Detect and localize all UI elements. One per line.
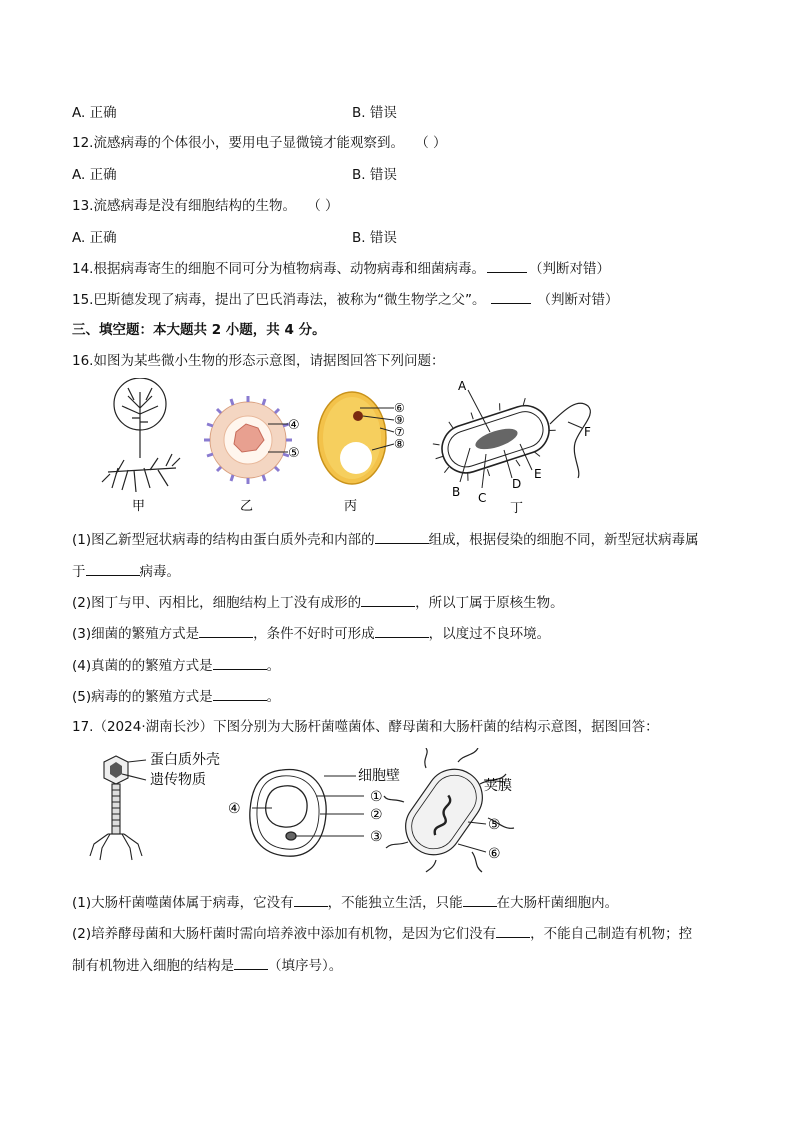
label-C: C: [478, 491, 487, 505]
q16-p2-blank[interactable]: [361, 592, 415, 607]
label-A: A: [458, 379, 467, 393]
label-E: E: [534, 467, 542, 481]
q12-option-b: B. 错误: [352, 167, 397, 183]
coronavirus-illustration: [204, 396, 292, 484]
label-c1: ①: [370, 789, 383, 805]
q16-p1-line1: [72, 529, 699, 550]
q16-p4: [72, 655, 280, 676]
q13-paren: （ ）: [313, 198, 339, 214]
label-yi: 乙: [240, 499, 254, 514]
label-protein-shell: 蛋白质外壳: [150, 752, 220, 768]
yeast-illustration: [318, 392, 394, 484]
label-ding: 丁: [510, 501, 524, 516]
q17-p1-blank1[interactable]: [294, 892, 328, 907]
q17-p1-text-a: (1)大肠杆菌噬菌体属于病毒，它没有: [72, 895, 294, 911]
bacterium-illustration: [425, 389, 590, 490]
q16-p1-text-d: 病毒。: [139, 564, 180, 580]
q14-text: 14.根据病毒寄生的细胞不同可分为植物病毒、动物病毒和细菌病毒。: [72, 261, 485, 277]
label-c6: ⑥: [488, 846, 501, 862]
q15-stem: [72, 289, 618, 310]
label-4: ④: [288, 418, 300, 433]
q16-p3-blank2[interactable]: [375, 623, 429, 638]
q17-p1-text-b: ，不能独立生活，只能: [327, 895, 463, 911]
q16-p4-text-b: 。: [266, 658, 281, 674]
label-jia: 甲: [132, 499, 146, 514]
label-capsule: 荚膜: [484, 778, 512, 794]
q16-p1-blank2[interactable]: [86, 561, 140, 576]
label-6: ⑥: [394, 401, 405, 415]
q16-p2-text-b: ，所以丁属于原核生物。: [415, 595, 564, 611]
label-B: B: [452, 485, 461, 499]
q16-p2: [72, 592, 564, 613]
label-c5: ⑤: [488, 817, 501, 833]
q16-p5-text-b: 。: [266, 689, 281, 705]
q16-p2-text-a: (2)图丁与甲、丙相比，细胞结构上丁没有成形的: [72, 595, 362, 611]
label-genetic-material: 遗传物质: [150, 772, 206, 788]
label-c3: ③: [370, 829, 383, 845]
q16-p1-text-b: 组成，根据侵染的细胞不同，新型冠状病毒属: [428, 532, 699, 548]
section3-title: [72, 320, 326, 340]
section3-title-c: 分。: [293, 322, 326, 338]
q13-stem: [72, 196, 339, 216]
q16-p3-text-b: ，条件不好时可形成: [253, 626, 375, 642]
q17-p2-text-a: (2)培养酵母菌和大肠杆菌时需向培养液中添加有机物，是因为它们没有: [72, 926, 497, 942]
q17-p2-line2: [72, 955, 342, 976]
q13-option-a: A. 正确: [72, 230, 117, 246]
q17-p2-text-d: （填序号）。: [268, 958, 343, 974]
q16-p3-text-a: (3)细菌的繁殖方式是: [72, 626, 200, 642]
q14-suffix: （判断对错）: [528, 261, 610, 277]
label-cell-wall: 细胞壁: [358, 768, 400, 784]
q16-p5-text-a: (5)病毒的的繁殖方式是: [72, 689, 213, 705]
label-c2: ②: [370, 807, 383, 823]
label-D: D: [512, 477, 522, 491]
q12-option-a: A. 正确: [72, 167, 117, 183]
q17-p2-text-c: 制有机物进入细胞的结构是: [72, 958, 234, 974]
label-5: ⑤: [288, 446, 300, 461]
phage-illustration: [90, 756, 146, 860]
q12-paren: （ ）: [421, 135, 447, 151]
q16-p3-text-c: ，以度过不良环境。: [428, 626, 551, 642]
q16-p1-line2: [72, 561, 180, 582]
section3-points: 4: [284, 322, 294, 338]
q16-stem: 16.如图为某些微小生物的形态示意图，请据图回答下列问题：: [72, 353, 445, 369]
q17-p1: [72, 892, 618, 913]
q11-option-b: B. 错误: [352, 105, 397, 121]
q16-p1-blank1[interactable]: [375, 529, 429, 544]
q16-p3: [72, 623, 550, 644]
label-c4: ④: [228, 801, 241, 817]
section3-title-a: 三、填空题：本大题共: [72, 322, 212, 338]
q17-p2-text-b: ，不能自己制造有机物；控: [530, 926, 693, 942]
q15-suffix: （判断对错）: [537, 292, 619, 308]
q15-blank[interactable]: [491, 289, 531, 304]
q16-p4-blank[interactable]: [213, 655, 267, 670]
section3-count: 2: [211, 322, 222, 338]
yeast-cell-illustration: [250, 770, 364, 857]
q16-p5-blank[interactable]: [213, 686, 267, 701]
q17-p2-blank1[interactable]: [496, 923, 530, 938]
label-9: ⑨: [394, 413, 405, 427]
q16-p5: [72, 686, 280, 707]
mold-illustration: [102, 378, 180, 492]
label-F: F: [584, 425, 591, 439]
label-7: ⑦: [394, 425, 405, 439]
q17-p2-blank2[interactable]: [234, 955, 268, 970]
label-bing: 丙: [344, 499, 358, 514]
section3-title-b: 小题，共: [221, 322, 285, 338]
q14-blank[interactable]: [487, 258, 527, 273]
q16-p3-blank1[interactable]: [199, 623, 253, 638]
q15-text: 15.巴斯德发现了病毒，提出了巴氏消毒法，被称为“微生物学之父”。: [72, 292, 486, 308]
q16-p1-text-a: (1)图乙新型冠状病毒的结构由蛋白质外壳和内部的: [72, 532, 375, 548]
q16-p4-text-a: (4)真菌的的繁殖方式是: [72, 658, 213, 674]
q17-p1-blank2[interactable]: [463, 892, 497, 907]
q17-figure: [86, 748, 526, 873]
q13-text: 13.流感病毒是没有细胞结构的生物。: [72, 198, 296, 214]
q16-p1-text-c: 于: [72, 564, 86, 580]
q12-stem: [72, 133, 447, 153]
q12-text: 12.流感病毒的个体很小，要用电子显微镜才能观察到。: [72, 135, 404, 151]
q14-stem: [72, 258, 610, 279]
q13-option-b: B. 错误: [352, 230, 397, 246]
q17-stem: 17.（2024·湖南长沙）下图分别为大肠杆菌噬菌体、酵母菌和大肠杆菌的结构示意图，据图回答：: [72, 719, 659, 735]
q17-p1-text-c: 在大肠杆菌细胞内。: [496, 895, 619, 911]
q11-option-a: A. 正确: [72, 105, 117, 121]
q16-figure: [88, 378, 608, 518]
q17-p2-line1: [72, 923, 692, 944]
label-8: ⑧: [394, 437, 405, 451]
